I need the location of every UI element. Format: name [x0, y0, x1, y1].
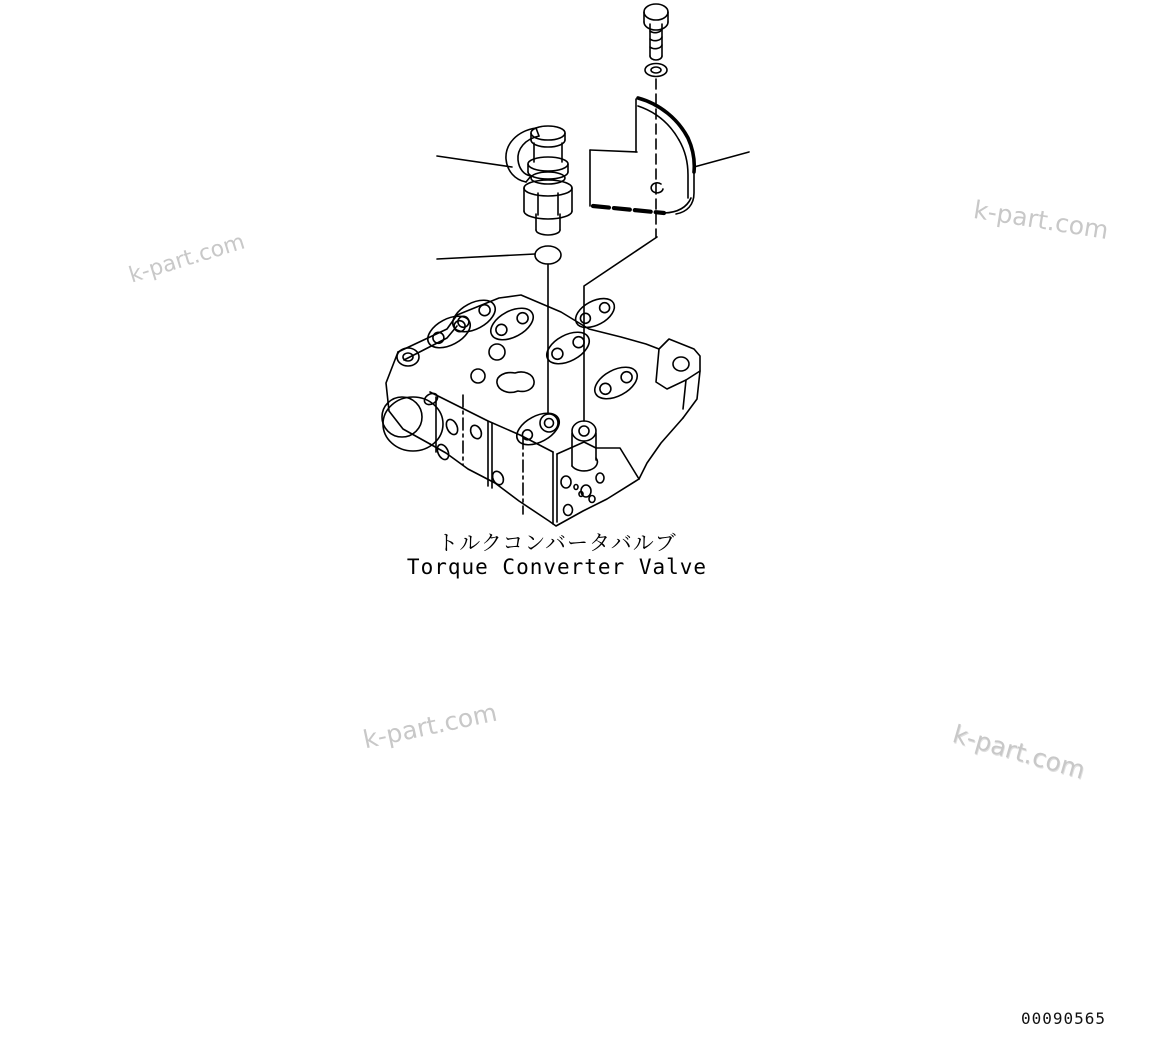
clamp-cover — [590, 98, 749, 214]
plug — [437, 246, 561, 264]
valve-caption-english: Torque Converter Valve — [406, 555, 708, 579]
watermark-bottom-right: k-part.com — [949, 719, 1089, 785]
bolt — [644, 4, 668, 60]
breather-valve — [437, 126, 572, 235]
watermark-top-left: k-part.com — [126, 229, 248, 289]
torque-converter-valve-body — [382, 293, 700, 526]
watermark-top-right: k-part.com — [971, 195, 1111, 245]
flat-washer — [645, 64, 667, 77]
watermark-mid-left: k-part.com — [360, 697, 500, 755]
valve-caption-japanese: トルクコンバータバルブ — [437, 531, 677, 555]
document-number: 00090565 — [1021, 1009, 1107, 1028]
